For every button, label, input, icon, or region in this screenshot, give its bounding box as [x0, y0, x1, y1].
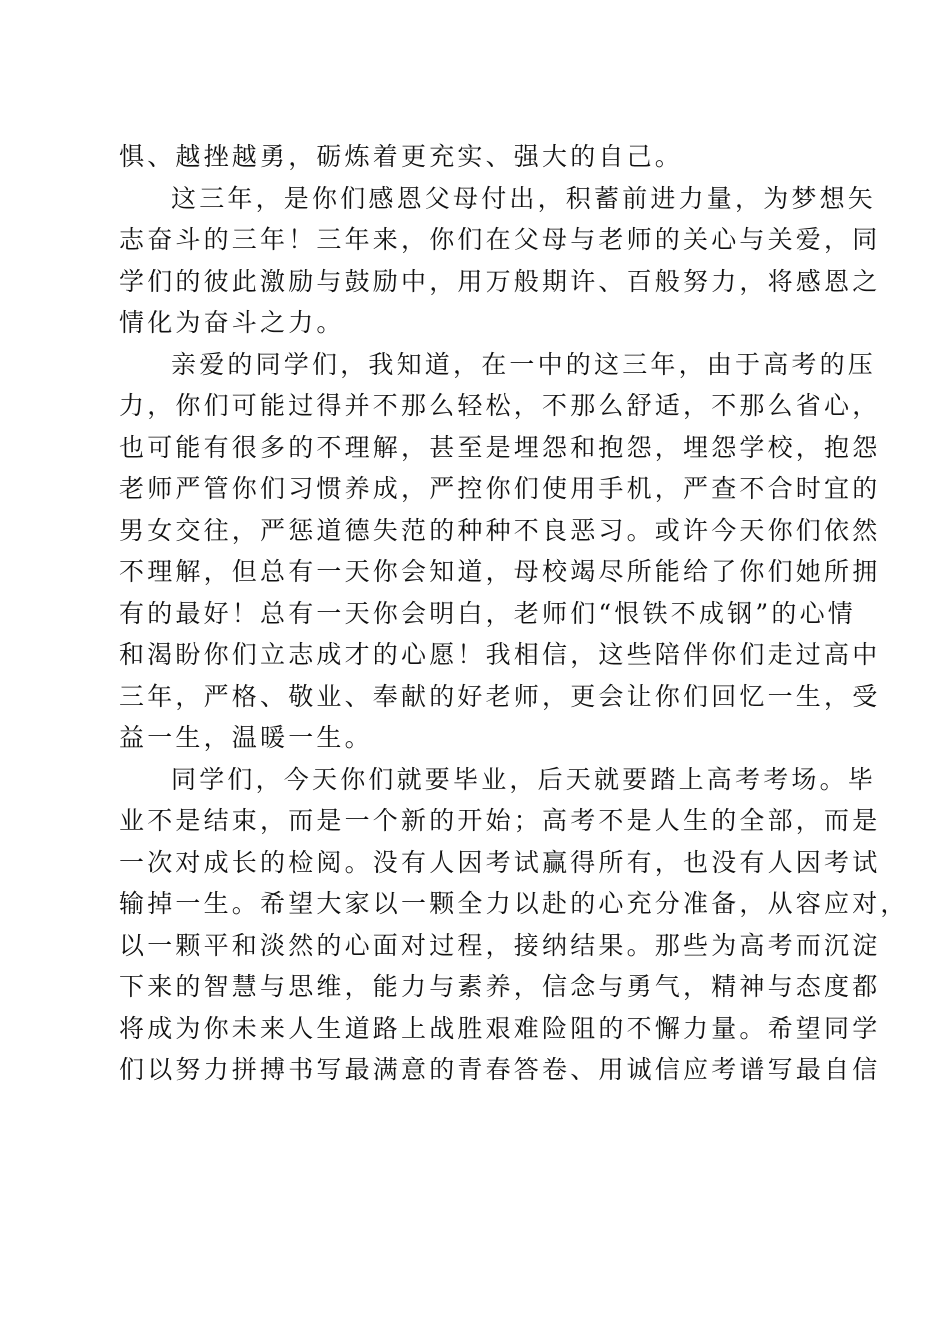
text-line: 学们的彼此激励与鼓励中，用万般期许、百般努力，将感恩之	[119, 266, 881, 296]
text-line: 同学们，今天你们就要毕业，后天就要踏上高考考场。毕	[171, 764, 877, 794]
text-line: 将成为你未来人生道路上战胜艰难险阻的不懈力量。希望同学	[119, 1013, 881, 1043]
text-line: 惧、越挫越勇，砺炼着更充实、强大的自己。	[119, 142, 684, 171]
text-line: 这三年，是你们感恩父母付出，积蓄前进力量，为梦想矢	[171, 183, 877, 213]
text-line: 输掉一生。希望大家以一颗全力以赴的心充分准备，从容应对，	[119, 889, 909, 918]
body-text	[119, 136, 909, 1091]
text-line: 益一生，温暖一生。	[119, 723, 373, 752]
text-line: 男女交往，严惩道德失范的种种不良恶习。或许今天你们依然	[119, 515, 881, 545]
text-line: 亲爱的同学们，我知道，在一中的这三年，由于高考的压	[171, 349, 877, 379]
text-line: 一次对成长的检阅。没有人因考试赢得所有，也没有人因考试	[119, 847, 881, 877]
text-line: 业不是结束，而是一个新的开始；高考不是人生的全部，而是	[119, 806, 881, 835]
text-line: 以一颗平和淡然的心面对过程，接纳结果。那些为高考而沉淀	[119, 930, 881, 960]
text-line: 情化为奋斗之力。	[119, 308, 345, 337]
text-line: 不理解，但总有一天你会知道，母校竭尽所能给了你们她所拥	[119, 557, 881, 586]
text-line: 力，你们可能过得并不那么轻松，不那么舒适，不那么省心，	[119, 391, 881, 420]
text-line: 老师严管你们习惯养成，严控你们使用手机，严查不合时宜的	[119, 474, 881, 503]
text-line: 们以努力拼搏书写最满意的青春答卷、用诚信应考谱写最自信	[119, 1055, 881, 1084]
text-line: 有的最好！总有一天你会明白，老师们“恨铁不成钢”的心情	[119, 598, 856, 628]
text-line: 下来的智慧与思维，能力与素养，信念与勇气，精神与态度都	[119, 972, 881, 1001]
text-line: 三年，严格、敬业、奉献的好老师，更会让你们回忆一生，受	[119, 681, 881, 711]
text-line: 和渴盼你们立志成才的心愿！我相信，这些陪伴你们走过高中	[119, 640, 881, 669]
text-line: 也可能有很多的不理解，甚至是埋怨和抱怨，埋怨学校，抱怨	[119, 432, 881, 462]
text-line: 志奋斗的三年！三年来，你们在父母与老师的关心与关爱，同	[119, 225, 881, 254]
